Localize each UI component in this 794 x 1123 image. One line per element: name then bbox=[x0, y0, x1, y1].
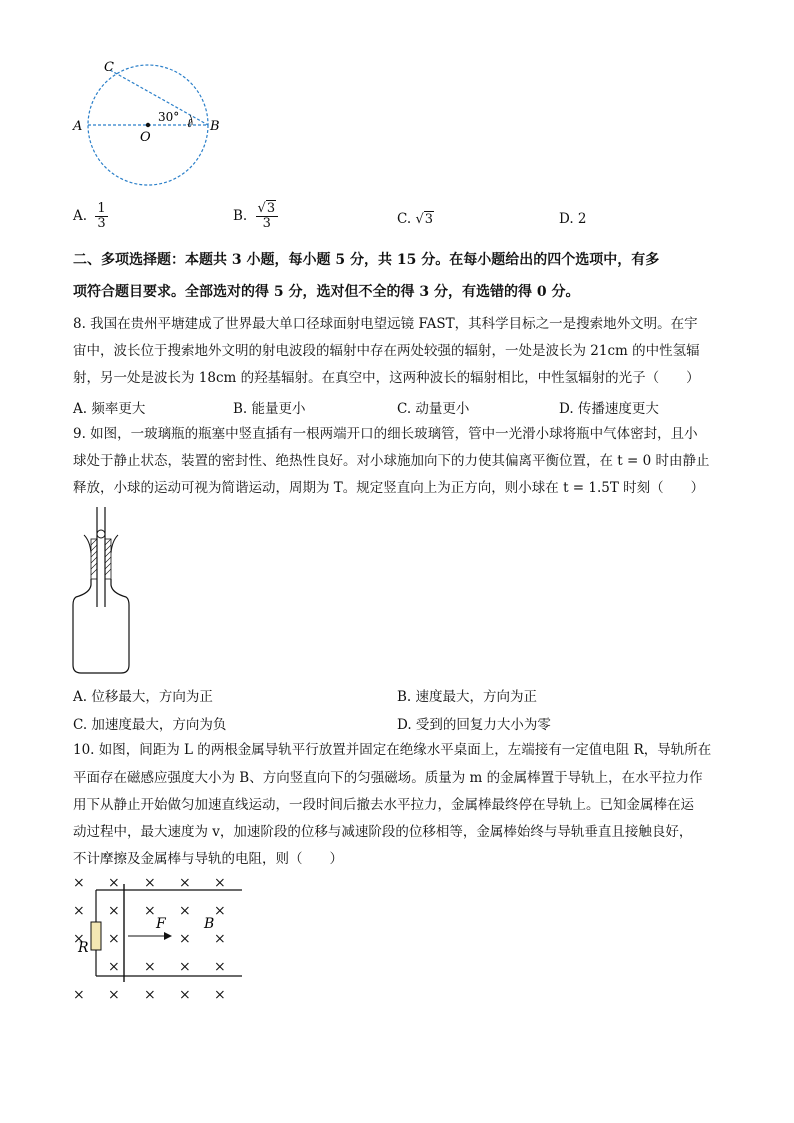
magnetic-field-cross: × bbox=[214, 903, 226, 919]
section2-header-line1: 二、多项选择题：本题共 3 小题，每小题 5 分，共 15 分。在每小题给出的四个选项中，有多 bbox=[73, 252, 660, 268]
magnetic-field-cross: × bbox=[179, 987, 191, 1003]
q8-option-d[interactable]: D. 传播速度更大 bbox=[559, 401, 659, 417]
q9-stem-line2: 球处于静止状态，装置的密封性、绝热性良好。对小球施加向下的力使其偏离平衡位置，在 t = 0 时由静止 bbox=[73, 453, 710, 469]
magnetic-field-cross: × bbox=[73, 931, 85, 947]
q7-option-b[interactable] bbox=[233, 202, 278, 231]
magnetic-field-cross: × bbox=[108, 959, 120, 975]
magnetic-field-cross: × bbox=[179, 875, 191, 891]
magnetic-field-cross: × bbox=[179, 903, 191, 919]
magnetic-field-cross: × bbox=[108, 987, 120, 1003]
q7-option-b-den: 3 bbox=[262, 216, 271, 231]
q8-option-c[interactable]: C. 动量更小 bbox=[397, 401, 470, 417]
q7-option-c[interactable] bbox=[397, 211, 434, 227]
label-O: O bbox=[140, 130, 151, 145]
magnetic-field-cross: × bbox=[179, 931, 191, 947]
q9-option-a[interactable]: A. 位移最大，方向为正 bbox=[73, 689, 213, 705]
q8-stem-line1: 8. 我国在贵州平塘建成了世界最大单口径球面射电望远镜 FAST，其科学目标之一是搜索地外文明。在宇 bbox=[73, 316, 698, 332]
q8-stem-line2: 宙中，波长位于搜索地外文明的射电波段的辐射中存在两处较强的辐射，一处是波长为 21cm 的中性氢辐 bbox=[73, 343, 700, 359]
section2-header-line2: 项符合题目要求。全部选对的得 5 分，选对但不全的得 3 分，有选错的得 0 分。 bbox=[73, 284, 580, 300]
magnetic-field-cross: × bbox=[73, 987, 85, 1003]
label-R: R bbox=[78, 940, 89, 956]
magnetic-field-cross: × bbox=[144, 959, 156, 975]
label-B: B bbox=[210, 119, 220, 134]
q7-option-a[interactable] bbox=[73, 202, 108, 231]
q7-option-c-sqrt: √3 bbox=[415, 212, 434, 227]
q7-option-b-prefix: B. bbox=[233, 208, 248, 224]
q10-stem-line5: 不计摩擦及金属棒与导轨的电阻，则（ ） bbox=[73, 851, 343, 867]
q7-option-a-den: 3 bbox=[97, 216, 106, 231]
q9-stem-line1: 9. 如图，一玻璃瓶的瓶塞中竖直插有一根两端开口的细长玻璃管，管中一光滑小球将瓶中气体密封，且小 bbox=[73, 426, 698, 442]
magnetic-field-cross: × bbox=[108, 903, 120, 919]
label-B: B bbox=[204, 916, 215, 932]
magnetic-field-cross: × bbox=[214, 931, 226, 947]
q8-stem-line3: 射，另一处是波长为 18cm 的羟基辐射。在真空中，这两种波长的辐射相比，中性氢辐射的光子（ ） bbox=[73, 370, 700, 386]
q7-option-a-prefix: A. bbox=[73, 208, 88, 224]
label-ell: ℓ bbox=[187, 116, 192, 130]
q9-stem-line3: 释放，小球的运动可视为简谐运动，周期为 T。规定竖直向上为正方向，则小球在 t = 1.5T 时刻（ ） bbox=[73, 480, 705, 496]
q10-stem-line4: 动过程中，最大速度为 v，加速阶段的位移与减速阶段的位移相等，金属棒始终与导轨垂直且接触良好， bbox=[73, 824, 693, 840]
label-C: C bbox=[104, 60, 114, 75]
q8-option-b[interactable]: B. 能量更小 bbox=[233, 401, 306, 417]
magnetic-field-cross: × bbox=[73, 875, 85, 891]
magnetic-field-cross: × bbox=[108, 875, 120, 891]
q7-option-c-prefix: C. bbox=[397, 211, 412, 227]
q10-stem-line2: 平面存在磁感应强度大小为 B、方向竖直向下的匀强磁场。质量为 m 的金属棒置于导轨上，在水平拉力作 bbox=[73, 770, 703, 786]
q9-option-d[interactable]: D. 受到的回复力大小为零 bbox=[397, 717, 551, 733]
magnetic-field-cross: × bbox=[179, 959, 191, 975]
magnetic-field-cross: × bbox=[144, 987, 156, 1003]
magnetic-field-cross: × bbox=[144, 875, 156, 891]
magnetic-field-cross: × bbox=[214, 987, 226, 1003]
q7-option-c-radicand: 3 bbox=[424, 212, 434, 227]
q7-option-b-radicand: 3 bbox=[266, 201, 276, 216]
magnetic-field-cross: × bbox=[73, 903, 85, 919]
q7-option-b-fraction bbox=[256, 202, 279, 231]
q7-circle-figure bbox=[68, 55, 228, 190]
q9-option-b[interactable]: B. 速度最大，方向为正 bbox=[397, 689, 538, 705]
magnetic-field-cross: × bbox=[144, 903, 156, 919]
q10-rail-figure bbox=[66, 870, 246, 1005]
q9-bottle-figure bbox=[70, 505, 132, 677]
magnetic-field-cross: × bbox=[214, 875, 226, 891]
magnetic-field-cross: × bbox=[108, 931, 120, 947]
q8-option-a[interactable]: A. 频率更大 bbox=[73, 401, 146, 417]
q10-stem-line1: 10. 如图，间距为 L 的两根金属导轨平行放置并固定在绝缘水平桌面上，左端接有一定值电阻 R，导轨所在 bbox=[73, 742, 712, 758]
label-F: F bbox=[156, 916, 166, 932]
q7-option-a-fraction bbox=[95, 202, 107, 231]
q9-option-c[interactable]: C. 加速度最大，方向为负 bbox=[73, 717, 227, 733]
label-angle: 30° bbox=[158, 110, 180, 124]
label-A: A bbox=[73, 119, 83, 134]
q7-option-b-num: √3 bbox=[256, 202, 279, 217]
q7-option-a-num: 1 bbox=[97, 201, 106, 216]
q7-option-d[interactable]: D. 2 bbox=[559, 211, 587, 227]
magnetic-field-cross: × bbox=[214, 959, 226, 975]
q10-stem-line3: 用下从静止开始做匀加速直线运动，一段时间后撤去水平拉力，金属棒最终停在导轨上。已知金属棒在运 bbox=[73, 797, 694, 813]
